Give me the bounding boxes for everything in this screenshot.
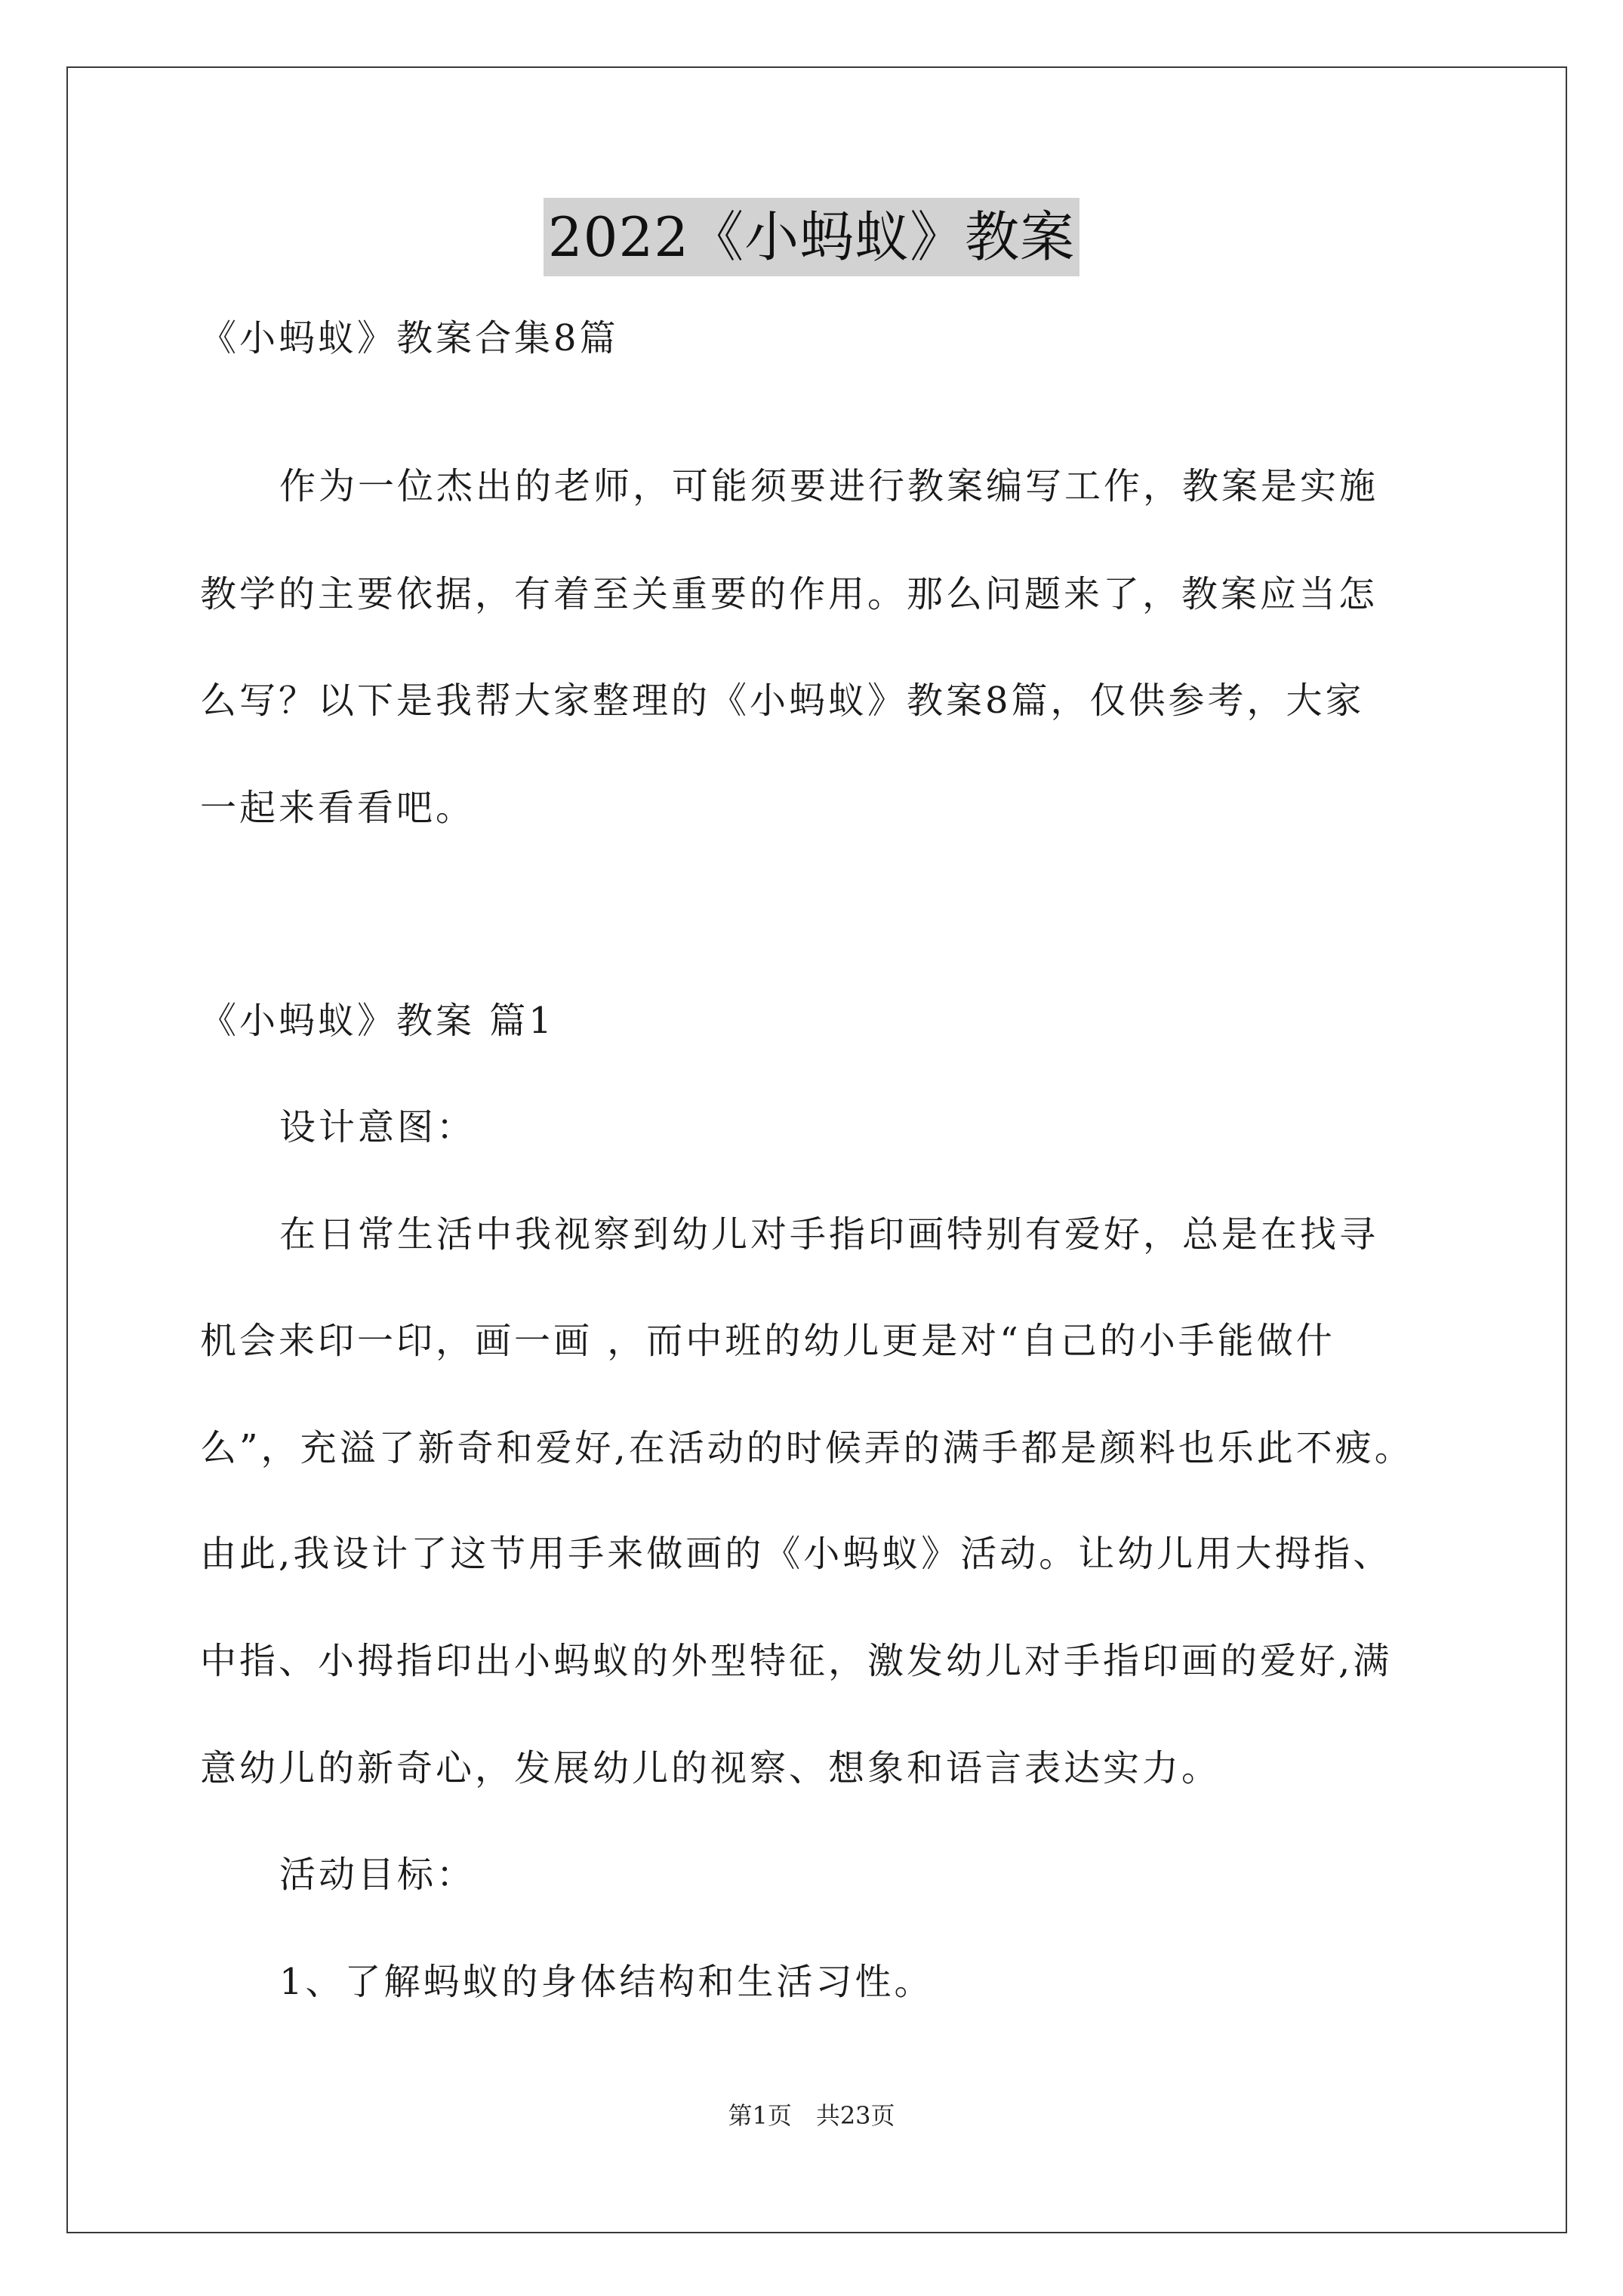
- goals-heading: 活动目标：: [279, 1854, 476, 1896]
- page-footer: 第1页 共23页: [728, 2101, 895, 2130]
- design-line-1: 在日常生活中我视察到幼儿对手指印画特别有爱好，总是在找寻: [279, 1213, 1379, 1256]
- design-line-6: 意幼儿的新奇心，发展幼儿的视察、想象和语言表达实力。: [200, 1747, 1221, 1789]
- goal-item-1: 1、了解蚂蚁的身体结构和生活习性。: [279, 1961, 934, 2003]
- design-heading: 设计意图：: [279, 1106, 476, 1148]
- document-subtitle: 《小蚂蚁》教案合集8篇: [200, 317, 619, 359]
- document-title: 2022《小蚂蚁》教案: [544, 198, 1079, 276]
- design-line-4: 由此,我设计了这节用手来做画的《小蚂蚁》活动。让幼儿用大拇指、: [200, 1533, 1393, 1575]
- design-line-3: 么”，充溢了新奇和爱好,在活动的时候弄的满手都是颜料也乐此不疲。: [200, 1427, 1414, 1469]
- page-border: [66, 66, 1567, 2233]
- title-container: [0, 198, 1623, 276]
- section-heading: 《小蚂蚁》教案 篇1: [200, 1000, 555, 1042]
- design-line-2: 机会来印一印，画一画 ，而中班的幼儿更是对“自己的小手能做什: [200, 1320, 1335, 1362]
- intro-line-2: 教学的主要依据，有着至关重要的作用。那么问题来了，教案应当怎: [200, 573, 1378, 615]
- intro-line-3: 么写？以下是我帮大家整理的《小蚂蚁》教案8篇，仅供参考，大家: [200, 680, 1365, 722]
- design-line-5: 中指、小拇指印出小蚂蚁的外型特征，激发幼儿对手指印画的爱好,满: [200, 1640, 1393, 1682]
- intro-line-4: 一起来看看吧。: [200, 787, 476, 829]
- intro-line-1: 作为一位杰出的老师，可能须要进行教案编写工作，教案是实施: [279, 465, 1379, 507]
